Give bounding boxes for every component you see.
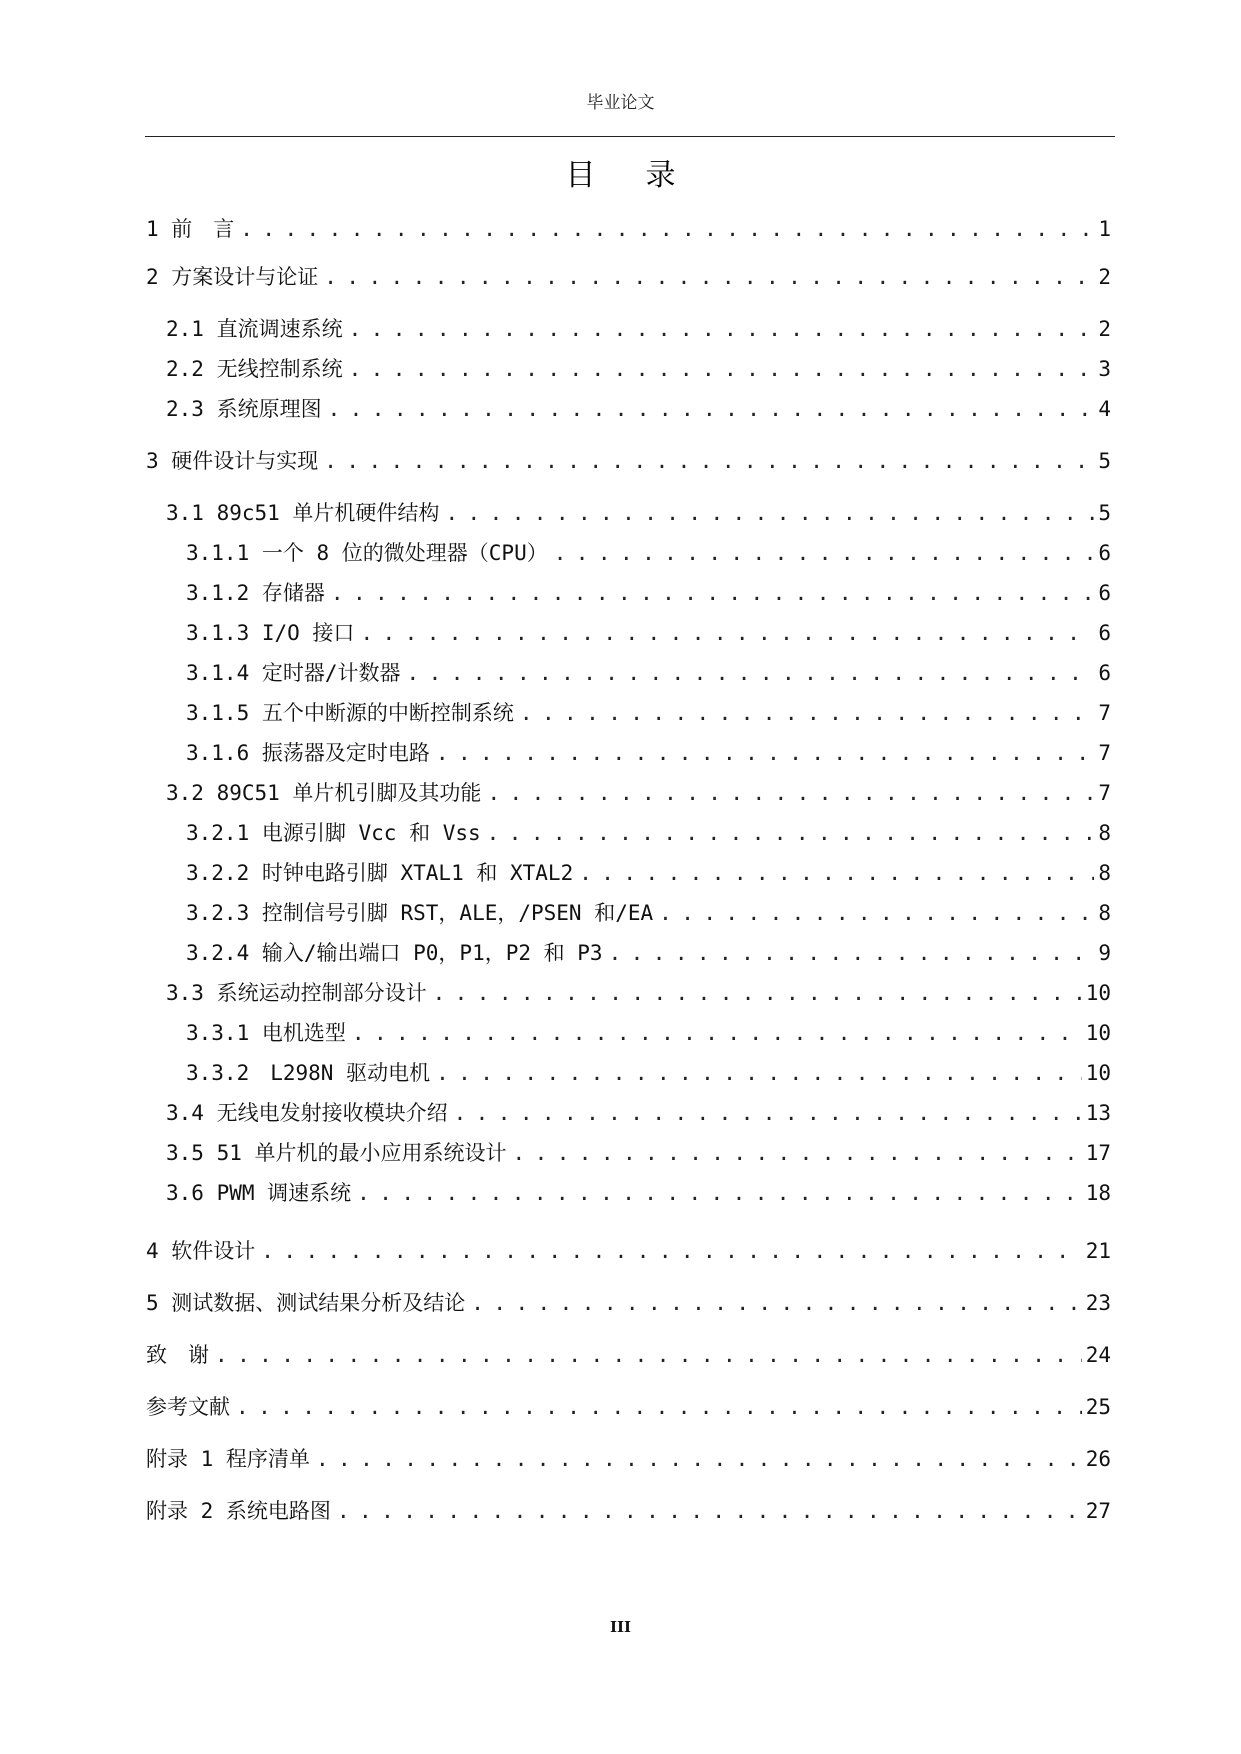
toc-entry-title: 附录 1 程序清单 <box>146 1447 310 1471</box>
toc-entry-title: 3.1.5 五个中断源的中断控制系统 <box>186 701 514 725</box>
toc-page-number: 21 <box>1085 1239 1111 1263</box>
toc-page-number: 26 <box>1085 1447 1111 1471</box>
toc-page-number: 7 <box>1098 781 1111 805</box>
toc-leader-dots <box>349 354 1095 384</box>
toc-leader-dots <box>520 698 1094 728</box>
toc-entry-3-1-6[interactable] <box>186 738 1111 768</box>
toc-page-number: 5 <box>1098 449 1111 473</box>
toc-entry-title: 3.2.2 时钟电路引脚 XTAL1 和 XTAL2 <box>186 861 574 885</box>
toc-leader-dots <box>609 938 1095 968</box>
toc-entry-title: 3.1.4 定时器/计数器 <box>186 661 401 685</box>
toc-entry-2-2[interactable] <box>166 354 1111 384</box>
toc-entry-3-2[interactable] <box>166 778 1111 808</box>
toc-entry-3-3-1[interactable] <box>186 1018 1111 1048</box>
toc-entry-3-1-4[interactable] <box>186 658 1111 688</box>
toc-entry-title: 3.2.4 输入/输出端口 P0，P1，P2 和 P3 <box>186 941 603 965</box>
toc-page-number: 10 <box>1085 1061 1111 1085</box>
toc-page-number: 6 <box>1098 621 1111 645</box>
toc-entry-3-5[interactable] <box>166 1138 1111 1168</box>
toc-leader-dots <box>579 858 1094 888</box>
toc-page-number: 8 <box>1098 861 1111 885</box>
toc-leader-dots <box>513 1138 1082 1168</box>
toc-entry-1[interactable] <box>146 214 1111 244</box>
toc-entry-3-1-3[interactable] <box>186 618 1111 648</box>
toc-entry-title: 3.2.3 控制信号引脚 RST，ALE，/PSEN 和/EA <box>186 901 654 925</box>
toc-entry-2[interactable] <box>146 262 1111 292</box>
toc-entry-title: 4 软件设计 <box>146 1239 256 1263</box>
toc-entry-title: 3.3.2 L298N 驱动电机 <box>186 1061 431 1085</box>
toc-leader-dots <box>331 578 1094 608</box>
toc-page-number: 6 <box>1098 541 1111 565</box>
toc-page-number: 2 <box>1098 317 1111 341</box>
toc-entry-acknowledgements[interactable] <box>146 1340 1111 1370</box>
toc-page-number: 7 <box>1098 701 1111 725</box>
toc-entry-3-2-2[interactable] <box>186 858 1111 888</box>
toc-leader-dots <box>240 214 1094 244</box>
toc-leader-dots <box>487 818 1095 848</box>
toc-leader-dots <box>554 538 1095 568</box>
toc-entry-title: 3.1.3 I/O 接口 <box>186 621 355 645</box>
toc-entry-title: 3.1.2 存储器 <box>186 581 325 605</box>
toc-entry-3-2-1[interactable] <box>186 818 1111 848</box>
toc-page-number: 13 <box>1085 1101 1111 1125</box>
toc-entry-title: 3.3.1 电机选型 <box>186 1021 346 1045</box>
toc-page-number: 4 <box>1098 397 1111 421</box>
toc-leader-dots <box>445 498 1094 528</box>
toc-entry-appendix-1[interactable] <box>146 1444 1111 1474</box>
toc-heading: 目录 <box>565 158 726 193</box>
toc-entry-5[interactable] <box>146 1288 1111 1318</box>
toc-entry-4[interactable] <box>146 1236 1111 1266</box>
toc-entry-3-6[interactable] <box>166 1178 1111 1208</box>
toc-page-number: 8 <box>1098 901 1111 925</box>
toc-entry-3-1-5[interactable] <box>186 698 1111 728</box>
toc-leader-dots <box>352 1018 1082 1048</box>
toc-page-number: 10 <box>1085 981 1111 1005</box>
toc-entry-title: 致 谢 <box>146 1343 209 1367</box>
toc-entry-title: 3.2.1 电源引脚 Vcc 和 Vss <box>186 821 481 845</box>
toc-page-number: 1 <box>1098 217 1111 241</box>
toc-entry-title: 附录 2 系统电路图 <box>146 1499 331 1523</box>
toc-leader-dots <box>487 778 1094 808</box>
toc-entry-title: 3.3 系统运动控制部分设计 <box>166 981 427 1005</box>
page-header-title: 毕业论文 <box>586 93 655 113</box>
toc-leader-dots <box>349 314 1095 344</box>
toc-leader-dots <box>236 1392 1082 1422</box>
toc-leader-dots <box>316 1444 1082 1474</box>
toc-entry-title: 5 测试数据、测试结果分析及结论 <box>146 1291 466 1315</box>
toc-entry-title: 1 前 言 <box>146 217 235 241</box>
toc-entry-title: 3.1.1 一个 8 位的微处理器（CPU） <box>186 541 548 565</box>
toc-entry-title: 3.2 89C51 单片机引脚及其功能 <box>166 781 482 805</box>
toc-page-number: 10 <box>1085 1021 1111 1045</box>
toc-entry-title: 3 硬件设计与实现 <box>146 449 319 473</box>
toc-page-number: 9 <box>1098 941 1111 965</box>
toc-page-number: 27 <box>1085 1499 1111 1523</box>
toc-entry-title: 3.4 无线电发射接收模块介绍 <box>166 1101 448 1125</box>
toc-leader-dots <box>324 446 1094 476</box>
page-number-footer: III <box>609 1618 632 1636</box>
toc-page-number: 2 <box>1098 265 1111 289</box>
toc-leader-dots <box>436 738 1094 768</box>
toc-entry-appendix-2[interactable] <box>146 1496 1111 1526</box>
toc-page-number: 8 <box>1098 821 1111 845</box>
toc-entry-2-3[interactable] <box>166 394 1111 424</box>
toc-page-number: 23 <box>1085 1291 1111 1315</box>
toc-leader-dots <box>471 1288 1081 1318</box>
toc-leader-dots <box>360 618 1094 648</box>
toc-entry-3-1-1[interactable] <box>186 538 1111 568</box>
toc-entry-3-2-3[interactable] <box>186 898 1111 928</box>
toc-entry-title: 参考文献 <box>146 1395 230 1419</box>
toc-page-number: 5 <box>1098 501 1111 525</box>
toc-leader-dots <box>407 658 1095 688</box>
toc-entry-2-1[interactable] <box>166 314 1111 344</box>
toc-page-number: 3 <box>1098 357 1111 381</box>
toc-leader-dots <box>436 1058 1082 1088</box>
toc-page-number: 6 <box>1098 581 1111 605</box>
toc-entry-3-3[interactable] <box>166 978 1111 1008</box>
toc-leader-dots <box>324 262 1094 292</box>
toc-page-number: 18 <box>1085 1181 1111 1205</box>
toc-leader-dots <box>328 394 1095 424</box>
toc-entry-title: 2 方案设计与论证 <box>146 265 319 289</box>
toc-leader-dots <box>357 1178 1082 1208</box>
toc-entry-3[interactable] <box>146 446 1111 476</box>
toc-entry-3-3-2[interactable] <box>186 1058 1111 1088</box>
toc-entry-title: 3.5 51 单片机的最小应用系统设计 <box>166 1141 507 1165</box>
toc-entry-title: 2.2 无线控制系统 <box>166 357 343 381</box>
toc-page-number: 6 <box>1098 661 1111 685</box>
toc-entry-title: 2.1 直流调速系统 <box>166 317 343 341</box>
toc-leader-dots <box>454 1098 1082 1128</box>
toc-entry-3-4[interactable] <box>166 1098 1111 1128</box>
toc-leader-dots <box>433 978 1082 1008</box>
toc-leader-dots <box>337 1496 1082 1526</box>
toc-entry-title: 3.1.6 振荡器及定时电路 <box>186 741 430 765</box>
toc-entry-title: 3.6 PWM 调速系统 <box>166 1181 352 1205</box>
toc-page-number: 24 <box>1085 1343 1111 1367</box>
toc-leader-dots <box>215 1340 1082 1370</box>
toc-page-number: 25 <box>1085 1395 1111 1419</box>
toc-entry-3-1[interactable] <box>166 498 1111 528</box>
toc-leader-dots <box>261 1236 1081 1266</box>
toc-leader-dots <box>659 898 1094 928</box>
toc-page-number: 7 <box>1098 741 1111 765</box>
toc-entry-3-1-2[interactable] <box>186 578 1111 608</box>
toc-entry-references[interactable] <box>146 1392 1111 1422</box>
toc-entry-title: 2.3 系统原理图 <box>166 397 322 421</box>
toc-entry-3-2-4[interactable] <box>186 938 1111 968</box>
toc-page-number: 17 <box>1085 1141 1111 1165</box>
toc-entry-title: 3.1 89c51 单片机硬件结构 <box>166 501 440 525</box>
